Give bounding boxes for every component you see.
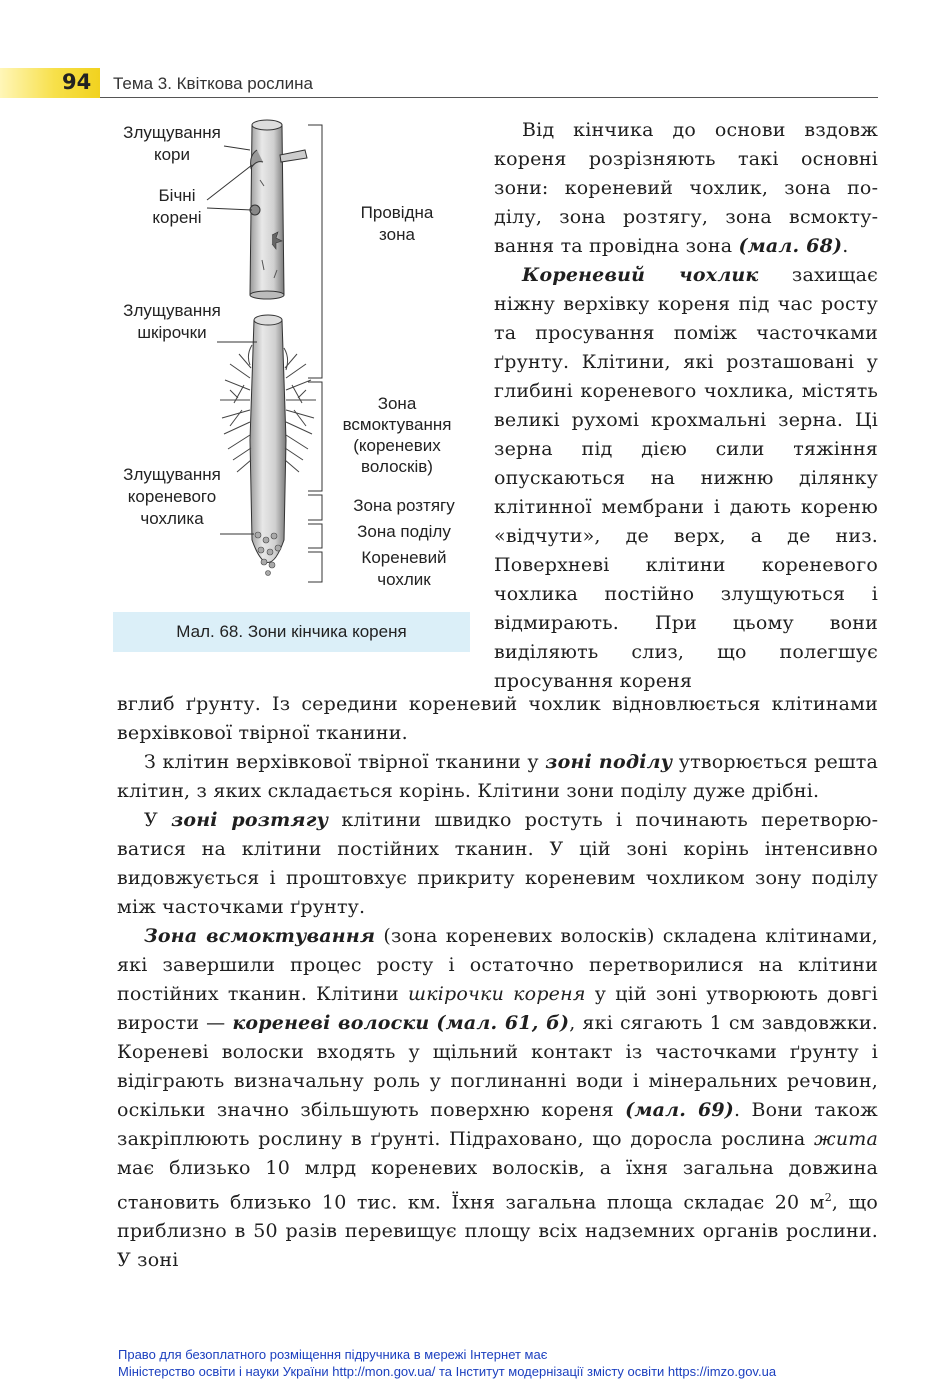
page-number: 94	[62, 70, 92, 94]
header-rule	[100, 97, 878, 98]
root-zones-figure	[112, 110, 472, 610]
paragraph-root-cap: Кореневий чохлик захищає ніжну верхівку кореня під час росту та просування поміж часточками ґрунту. Клітини, які розташовані у глибині кореневого чохлика, містять великі рухомі крохмальні зерна. Ці зерна під дією сили тяжіння опускаються на нижню ділянку клітинної мембрани і дають кореню «відчути», де верх, а де низ. Поверхневі клітини кореневого чохлика постійно злущуються і відмирають. При цьому вони виділяють слиз, що полегшує просування кореня	[494, 264, 878, 692]
label-elongation-zone: Зона розтягу	[353, 496, 455, 515]
paragraph-elongation-zone: У зоні розтягу клітини швидко ростуть і починають перетворюватися на клітини постійних тканин. У цій зоні корінь інтенсивно видовжується і проштовхує прикриту кореневим чохликом зону поділу між часточками ґрунту.	[117, 809, 878, 918]
label-lateral-roots: Бічні корені	[152, 186, 202, 227]
conducting-zone-segment	[250, 120, 307, 299]
full-width-text	[117, 690, 878, 1275]
column-text	[494, 116, 878, 696]
paragraph-root-cap-continued: вглиб ґрунту. Із середини кореневий чохлик відновлюється клітинами верхівкової твірної тканини.	[117, 693, 878, 744]
label-root-cap: Кореневий чохлик	[361, 548, 447, 589]
paragraph-division-zone: З клітин верхівкової твірної тканини у зоні поділу утворюється решта клітин, з яких складається корінь. Клітини зони поділу дуже дрібні.	[117, 751, 878, 802]
footer-line-2[interactable]: Міністерство освіти і науки України http://mon.gov.ua/ та Інститут модернізації змісту освіти https://imzo.gov.ua	[118, 1364, 777, 1379]
paragraph-zones-intro: Від кінчика до основи вздовж кореня розрізняють такі основні зони: кореневий чохлик, зона поділу, зона розтягу, зона всмоктування та провідна зона (мал. 68).	[494, 119, 878, 257]
footer-license	[118, 1346, 776, 1380]
label-conducting-zone: Провідна зона	[360, 203, 434, 244]
label-cap-shedding: Злущування кореневого чохлика	[123, 465, 221, 528]
label-absorption-zone: Зона всмоктування (кореневих волосків)	[342, 394, 452, 476]
footer-line-1: Право для безоплатного розміщення підручника в мережі Інтернет має	[118, 1347, 548, 1362]
zone-brackets	[308, 125, 322, 582]
figure-caption: Мал. 68. Зони кінчика кореня	[113, 612, 470, 652]
label-skin-shedding: Злущування шкірочки	[123, 301, 221, 342]
paragraph-absorption-zone: Зона всмоктування (зона кореневих волосків) складена клітинами, які завершили процес росту і остаточно перетворилися на клітини постійних тканин. Клітини шкірочки кореня у цій зоні утворюють довгі вирости — кореневі волоски (мал. 61, б), які сягають 1 см завдовжки. Кореневі волоски входять у щільний контакт із часточками ґрунту і відіграють визначальну роль у поглинанні води і мінеральних речовин, оскільки значно збільшують поверхню кореня (мал. 69). Вони також закріплюють рослину в ґрунті. Підраховано, що доросла рослина жита має близько 10 млрд кореневих волосків, а їхня загальна довжина становить близько 10 тис. км. Їхня загальна площа складає 20 $м^2$, що приблизно в 50 разів перевищує площу всіх надземних органів рослини. У зоні	[117, 925, 878, 1272]
label-bark-shedding: Злущування кори	[123, 123, 221, 164]
running-head: Тема 3. Квіткова рослина	[113, 74, 313, 93]
absorption-zone-segment	[248, 315, 287, 563]
label-division-zone: Зона поділу	[357, 522, 451, 541]
